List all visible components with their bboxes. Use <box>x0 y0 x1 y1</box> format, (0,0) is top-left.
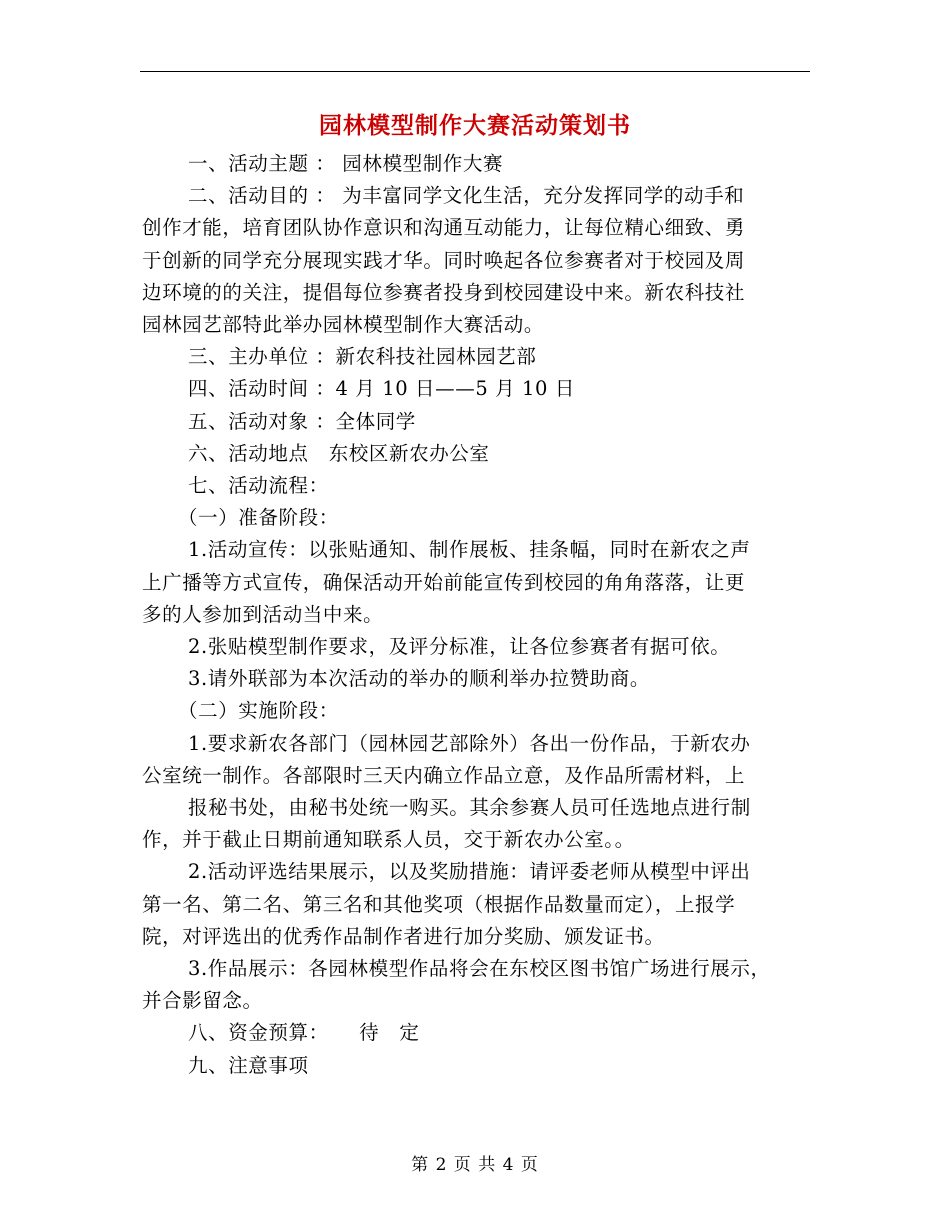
paragraph-line: 1.活动宣传：以张贴通知、制作展板、挂条幅，同时在新农之声 <box>188 538 751 562</box>
paragraph-line: 2.活动评选结果展示，以及奖励措施：请评委老师从模型中评出 <box>188 860 751 884</box>
paragraph-line: 1.要求新农各部门（园林园艺部除外）各出一份作品，于新农办 <box>188 731 751 755</box>
paragraph-line: 二、活动目的 ： 为丰富同学文化生活，充分发挥同学的动手和 <box>188 184 745 208</box>
paragraph-line: 四、活动时间 ：4 月 10 日——5 月 10 日 <box>188 377 575 401</box>
paragraph-line: 五、活动对象 ：全体同学 <box>188 409 416 433</box>
paragraph-line: 上广播等方式宣传，确保活动开始前能宣传到校园的角角落落，让更 <box>142 570 746 594</box>
paragraph-line: 作，并于截止日期前通知联系人员，交于新农办公室。。 <box>142 828 635 852</box>
paragraph-line: 园林园艺部特此举办园林模型制作大赛活动。 <box>142 313 545 337</box>
paragraph-line: 并合影留念。 <box>142 989 263 1013</box>
paragraph-line: 三、主办单位 ：新农科技社园林园艺部 <box>188 345 537 369</box>
paragraph-line: 九、注意事项 <box>188 1053 309 1077</box>
paragraph-line: 3.作品展示：各园林模型作品将会在东校区图书馆广场进行展示， <box>188 957 771 981</box>
paragraph-line: 院，对评选出的优秀作品制作者进行加分奖励、颁发证书。 <box>142 924 665 948</box>
paragraph-line: 公室统一制作。各部限时三天内确立作品立意，及作品所需材料，上 <box>142 763 746 787</box>
page-footer: 第 2 页 共 4 页 <box>411 1155 539 1175</box>
header-rule <box>140 71 810 72</box>
paragraph-line: （一）准备阶段： <box>178 506 339 530</box>
paragraph-line: 创作才能，培育团队协作意识和沟通互动能力，让每位精心细致、勇 <box>142 216 746 240</box>
paragraph-line: 2.张贴模型制作要求，及评分标准，让各位参赛者有据可依。 <box>188 635 731 659</box>
paragraph-line: 七、活动流程： <box>188 474 329 498</box>
paragraph-line: 八、资金预算： 待 定 <box>188 1021 420 1045</box>
paragraph-line: 于创新的同学充分展现实践才华。同时唤起各位参赛者对于校园及周 <box>142 248 746 272</box>
paragraph-line: （二）实施阶段： <box>178 699 339 723</box>
paragraph-line: 第一名、第二名、第三名和其他奖项（根据作品数量而定），上报学 <box>142 892 736 916</box>
document-title: 园林模型制作大赛活动策划书 <box>319 112 631 139</box>
paragraph-line: 多的人参加到活动当中来。 <box>142 602 384 626</box>
document-body <box>142 148 810 1082</box>
paragraph-line: 3.请外联部为本次活动的举办的顺利举办拉赞助商。 <box>188 667 651 691</box>
paragraph-line: 六、活动地点 东校区新农办公室 <box>188 441 490 465</box>
paragraph-line: 一、活动主题 ： 园林模型制作大赛 <box>188 152 504 175</box>
paragraph-line: 边环境的的关注，提倡每位参赛者投身到校园建设中来。新农科技社 <box>142 280 746 304</box>
paragraph-line: 报秘书处，由秘书处统一购买。其余参赛人员可任选地点进行制 <box>188 796 751 820</box>
